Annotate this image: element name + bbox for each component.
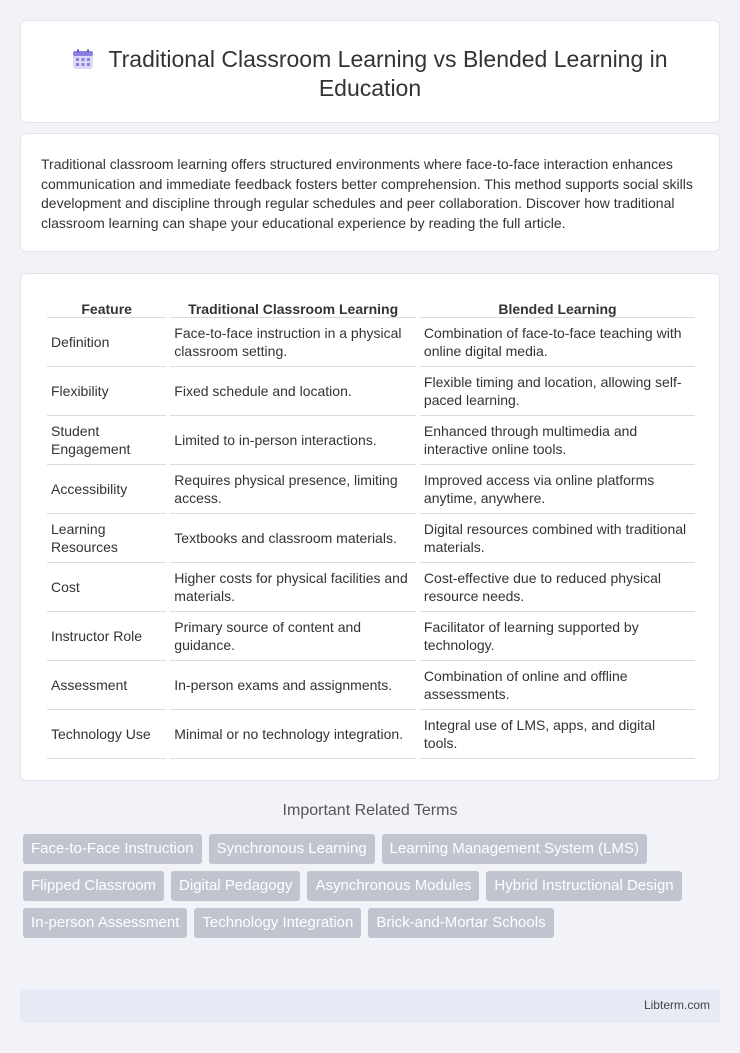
blended-cell: Combination of face-to-face teaching with online digital media.: [420, 318, 695, 367]
feature-cell: Flexibility: [47, 367, 166, 416]
blended-cell: Combination of online and offline assessments.: [420, 661, 695, 710]
feature-cell: Cost: [47, 563, 166, 612]
table-row: [47, 465, 695, 514]
title-card: [20, 20, 720, 123]
calendar-grid-icon: [72, 48, 94, 70]
traditional-cell: In-person exams and assignments.: [170, 661, 416, 710]
header-feature: Feature: [47, 296, 166, 318]
blended-cell: Facilitator of learning supported by technology.: [420, 612, 695, 661]
blended-cell: Flexible timing and location, allowing self-paced learning.: [420, 367, 695, 416]
intro-text: Traditional classroom learning offers structured environments where face-to-face interaction enhances communication and immediate feedback fosters better comprehension. This method supports social skills development and discipline through regular schedules and peer collaboration. Discover how traditional classroom learning can shape your educational experience by reading the full article.: [41, 156, 693, 231]
blended-cell: Digital resources combined with traditional materials.: [420, 514, 695, 563]
comparison-table: [43, 296, 699, 759]
traditional-cell: Requires physical presence, limiting access.: [170, 465, 416, 514]
feature-cell: Assessment: [47, 661, 166, 710]
traditional-cell: Minimal or no technology integration.: [170, 710, 416, 759]
feature-cell: Instructor Role: [47, 612, 166, 661]
table-row: [47, 318, 695, 367]
traditional-cell: Primary source of content and guidance.: [170, 612, 416, 661]
table-row: [47, 416, 695, 465]
feature-cell: Accessibility: [47, 465, 166, 514]
footer-brand: Libterm.com: [643, 998, 710, 1012]
related-terms-list: [23, 834, 713, 938]
table-header-row: [47, 296, 695, 318]
traditional-cell: Face-to-face instruction in a physical classroom setting.: [170, 318, 416, 367]
related-term-tag[interactable]: Synchronous Learning: [209, 834, 375, 864]
feature-cell: Learning Resources: [47, 514, 166, 563]
table-row: [47, 367, 695, 416]
intro-card: [20, 133, 720, 252]
table-row: [47, 661, 695, 710]
comparison-table-card: [20, 273, 720, 781]
footer: [20, 989, 720, 1023]
table-row: [47, 514, 695, 563]
related-term-tag[interactable]: Learning Management System (LMS): [382, 834, 647, 864]
related-term-tag[interactable]: Technology Integration: [194, 908, 361, 938]
feature-cell: Student Engagement: [47, 416, 166, 465]
related-term-tag[interactable]: Face-to-Face Instruction: [23, 834, 202, 864]
related-terms-title: Important Related Terms: [282, 802, 458, 819]
table-row: [47, 710, 695, 759]
blended-cell: Integral use of LMS, apps, and digital tools.: [420, 710, 695, 759]
traditional-cell: Higher costs for physical facilities and materials.: [170, 563, 416, 612]
header-traditional: Traditional Classroom Learning: [170, 296, 416, 318]
feature-cell: Definition: [47, 318, 166, 367]
blended-cell: Enhanced through multimedia and interactive online tools.: [420, 416, 695, 465]
related-term-tag[interactable]: Hybrid Instructional Design: [486, 871, 681, 901]
table-row: [47, 612, 695, 661]
related-term-tag[interactable]: Digital Pedagogy: [171, 871, 300, 901]
feature-cell: Technology Use: [47, 710, 166, 759]
page-title-wrap: [21, 45, 719, 103]
related-term-tag[interactable]: Asynchronous Modules: [307, 871, 479, 901]
blended-cell: Improved access via online platforms anytime, anywhere.: [420, 465, 695, 514]
traditional-cell: Limited to in-person interactions.: [170, 416, 416, 465]
traditional-cell: Fixed schedule and location.: [170, 367, 416, 416]
related-term-tag[interactable]: Flipped Classroom: [23, 871, 164, 901]
table-row: [47, 563, 695, 612]
blended-cell: Cost-effective due to reduced physical resource needs.: [420, 563, 695, 612]
traditional-cell: Textbooks and classroom materials.: [170, 514, 416, 563]
related-term-tag[interactable]: Brick-and-Mortar Schools: [368, 908, 553, 938]
page-title: Traditional Classroom Learning vs Blended Learning in Education: [108, 46, 668, 101]
header-blended: Blended Learning: [420, 296, 695, 318]
related-term-tag[interactable]: In-person Assessment: [23, 908, 187, 938]
